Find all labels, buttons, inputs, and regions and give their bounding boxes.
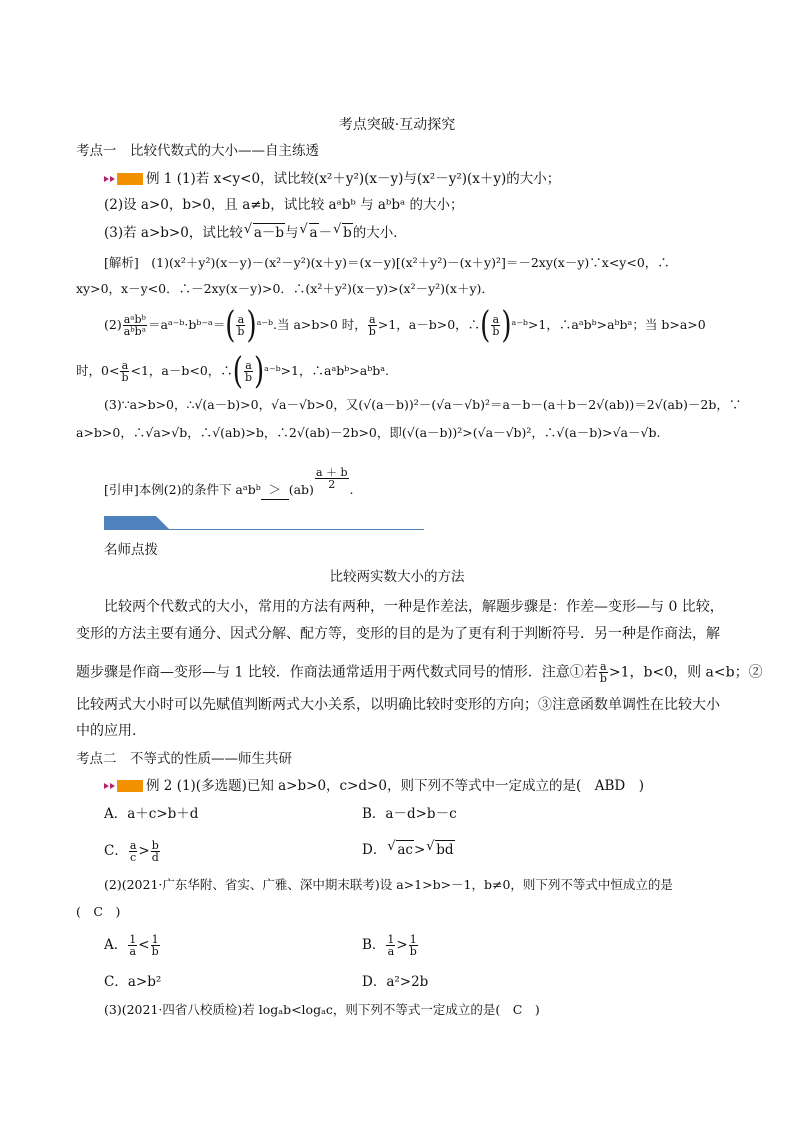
example-2-question-3: (3)(2021·四省八校质检)若 logₐb<logₐc，则下列不等式一定成立的是( C ): [104, 1002, 540, 1017]
solution-1-line-1: [解析] (1)(x²＋y²)(x－y)－(x²－y²)(x＋y)＝(x－y)[(x²＋y²)－(x＋y)²]＝－2xy(x－y)∵x<y<0，∴: [104, 255, 670, 270]
solution-2-line-2: 时，0< $\frac{a}{b}$ <1，a－b<0，∴( $\frac{a}{b}$ )ᵃ⁻ᵇ>1，∴aᵃbᵇ>aᵇbᵃ.: [76, 350, 389, 393]
arrow-marker-icon: [110, 176, 115, 182]
tips-divider: [104, 529, 424, 530]
solution-2-line-1: (2) $\frac{\text{aᵃbᵇ}}{\text{aᵇbᵃ}}$ ＝aᵃ⁻ᵇ·bᵇ⁻ᵃ＝( $\frac{a}{b}$ )ᵃ⁻ᵇ.当 a>b>0 时， $\frac{a}{b}$ >1，a－b>0，∴( $\frac{a}{b}$ )ᵃ⁻ᵇ>1，∴aᵃbᵇ>aᵇbᵃ；当 b>a>0: [104, 304, 706, 347]
example-badge-icon: [117, 173, 143, 185]
tips-paragraph-line-2: 变形的方法主要有通分、因式分解、配方等，变形的目的是为了更有利于判断符号．另一种是作商法，解: [76, 626, 720, 642]
solution-3-line-1: (3)∵a>b>0，∴√(a－b)>0，√a－√b>0，又(√(a－b))²－(√a－√b)²＝a－b－(a＋b－2√(ab))＝2√(ab)－2b，∵: [104, 397, 742, 412]
tips-subtitle: 比较两实数大小的方法: [329, 569, 465, 585]
option-1A: A．a＋c>b＋d: [104, 806, 199, 822]
tips-paragraph-line-1: 比较两个代数式的大小，常用的方法有两种，一种是作差法，解题步骤是：作差—变形—与 0 比较，: [104, 599, 724, 615]
solution-1-line-2: xy>0，x－y<0．∴－2xy(x－y)>0．∴(x²＋y²)(x－y)>(x²－y²)(x＋y)．: [76, 281, 494, 296]
arrow-marker-icon: [104, 176, 109, 182]
solution-3-line-2: a>b>0，∴√a>√b，∴√(ab)>b，∴2√(ab)－2b>0，即(√(a－b))²>(√a－√b)²，∴√(a－b)>√a－√b.: [76, 425, 661, 440]
example-2-question-2-answer: ( C ): [76, 904, 121, 919]
option-2B: B． $\frac{1}{a}$ > $\frac{1}{b}$: [362, 933, 417, 958]
example-2-question-1: 例 2 (1)(多选题)已知 a>b>0，c>d>0，则下列不等式中一定成立的是( ABD ): [146, 778, 644, 794]
arrow-marker-icon: [110, 783, 115, 789]
option-1B: B．a－d>b－c: [362, 806, 457, 822]
arrow-marker-icon: [104, 783, 109, 789]
example-badge-icon: [117, 780, 143, 792]
tips-heading: 名师点拨: [104, 542, 158, 558]
answer-blank: ＞: [261, 481, 289, 500]
example-1-question-3: (3)若 a>b>0，试比较√ a－b与√ a－√ b的大小．: [104, 223, 407, 242]
example-1-question-2: (2)设 a>0，b>0，且 a≠b，试比较 aᵃbᵇ 与 aᵇbᵃ 的大小；: [104, 197, 464, 213]
section-one-heading: 考点一 比较代数式的大小——自主练透: [76, 143, 319, 159]
tips-banner-decoration: [104, 516, 170, 530]
tips-paragraph-line-5: 中的应用.: [76, 723, 137, 739]
page-title: 考点突破·互动探究: [338, 117, 456, 133]
extension-note: [引申]本例(2)的条件下 aᵃbᵇ ＞ (ab) $\frac{a + b}{2}$ .: [104, 467, 354, 500]
option-2D: D．a²>2b: [362, 974, 429, 990]
option-2A: A． $\frac{1}{a}$ < $\frac{1}{b}$: [104, 933, 159, 958]
tips-paragraph-line-3: 题步骤是作商—变形—与 1 比较．作商法通常适用于两代数式同号的情形．注意①若 $\frac{a}{b}$ >1，b<0，则 a<b；②: [76, 660, 763, 685]
option-2C: C．a>b²: [104, 974, 162, 990]
tips-paragraph-line-4: 比较两式大小时可以先赋值判断两式大小关系，以明确比较时变形的方向；③注意函数单调性在比较大小: [76, 697, 720, 713]
example-1-question-1: 例 1 (1)若 x<y<0，试比较(x²＋y²)(x－y)与(x²－y²)(x＋y)的大小；: [146, 171, 561, 187]
section-two-heading: 考点二 不等式的性质——师生共研: [76, 751, 292, 767]
example-2-question-2: (2)(2021·广东华附、省实、广雅、深中期末联考)设 a>1>b>－1，b≠0，则下列不等式中恒成立的是: [104, 877, 673, 892]
option-1D: D．√ ac>√ bd: [362, 840, 455, 859]
option-1C: C． $\frac{a}{c}$ > $\frac{b}{d}$: [104, 839, 159, 864]
